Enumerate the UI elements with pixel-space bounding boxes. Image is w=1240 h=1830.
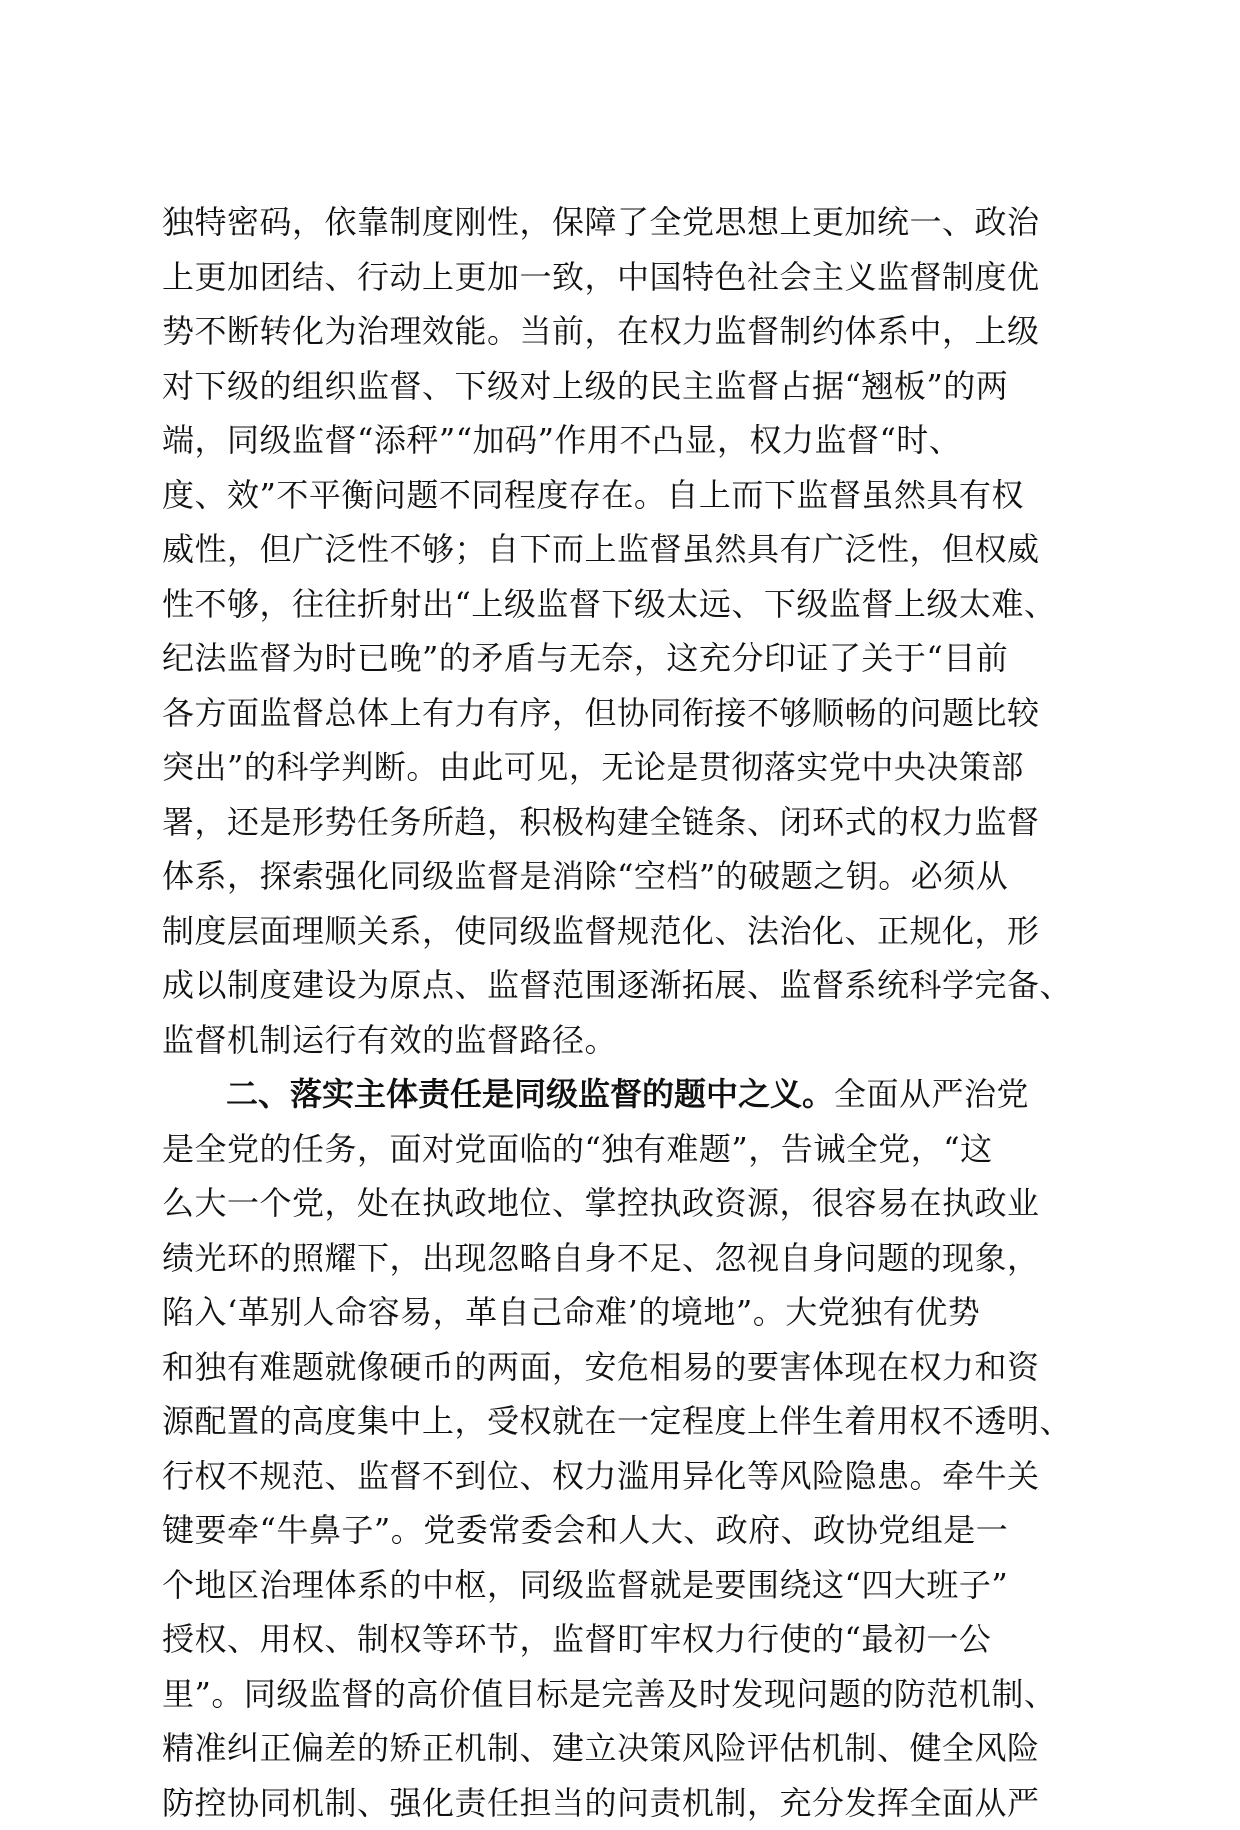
text-line: 键要牵“牛鼻子”。党委常委会和人大、政府、政协党组是一: [162, 1503, 1082, 1558]
text-line: 各方面监督总体上有力有序，但协同衔接不够顺畅的问题比较: [162, 686, 1082, 741]
text-line: 体系，探索强化同级监督是消除“空档”的破题之钥。必须从: [162, 849, 1082, 904]
text-line: 是全党的任务，面对党面临的“独有难题”，告诫全党，“这: [162, 1122, 1082, 1177]
text-line: 独特密码，依靠制度刚性，保障了全党思想上更加统一、政治: [162, 195, 1082, 250]
text-line: 陷入‘革别人命容易，革自己命难’的境地”。大党独有优势: [162, 1285, 1082, 1340]
section-heading: 二、落实主体责任是同级监督的题中之义。: [226, 1075, 834, 1113]
text-line: 里”。同级监督的高价值目标是完善及时发现问题的防范机制、: [162, 1667, 1082, 1722]
text-line: 纪法监督为时已晚”的矛盾与无奈，这充分印证了关于“目前: [162, 631, 1082, 686]
text-line: 度、效”不平衡问题不同程度存在。自上而下监督虽然具有权: [162, 468, 1082, 523]
text-line: 绩光环的照耀下，出现忽略自身不足、忽视自身问题的现象，: [162, 1231, 1082, 1286]
section-lead-text: 全面从严治党: [834, 1075, 1029, 1113]
text-line: 性不够，往往折射出“上级监督下级太远、下级监督上级太难、: [162, 577, 1082, 632]
text-line: 监督机制运行有效的监督路径。: [162, 1013, 1082, 1068]
text-line: 行权不规范、监督不到位、权力滥用异化等风险隐患。牵牛关: [162, 1449, 1082, 1504]
text-line: 势不断转化为治理效能。当前，在权力监督制约体系中，上级: [162, 304, 1082, 359]
text-line: 成以制度建设为原点、监督范围逐渐拓展、监督系统科学完备、: [162, 958, 1082, 1013]
text-line: 制度层面理顺关系，使同级监督规范化、法治化、正规化，形: [162, 904, 1082, 959]
text-line: 精准纠正偏差的矫正机制、建立决策风险评估机制、健全风险: [162, 1721, 1082, 1776]
text-line: 端，同级监督“添秤”“加码”作用不凸显，权力监督“时、: [162, 413, 1082, 468]
text-line: 突出”的科学判断。由此可见，无论是贯彻落实党中央决策部: [162, 740, 1082, 795]
text-line: 威性，但广泛性不够；自下而上监督虽然具有广泛性，但权威: [162, 522, 1082, 577]
paragraph-1: [162, 195, 1082, 1067]
text-line: 上更加团结、行动上更加一致，中国特色社会主义监督制度优: [162, 250, 1082, 305]
text-line: 防控协同机制、强化责任担当的问责机制，充分发挥全面从严: [162, 1776, 1082, 1830]
text-line: 对下级的组织监督、下级对上级的民主监督占据“翘板”的两: [162, 359, 1082, 414]
text-line: 个地区治理体系的中枢，同级监督就是要围绕这“四大班子”: [162, 1558, 1082, 1613]
text-line: 署，还是形势任务所趋，积极构建全链条、闭环式的权力监督: [162, 795, 1082, 850]
text-line: 么大一个党，处在执政地位、掌控执政资源，很容易在执政业: [162, 1176, 1082, 1231]
section-heading-line: [162, 1067, 1082, 1122]
text-line: 和独有难题就像硬币的两面，安危相易的要害体现在权力和资: [162, 1340, 1082, 1395]
text-line: 授权、用权、制权等环节，监督盯牢权力行使的“最初一公: [162, 1612, 1082, 1667]
document-page: [162, 195, 1082, 1830]
paragraph-2: [162, 1067, 1082, 1830]
text-line: 源配置的高度集中上，受权就在一定程度上伴生着用权不透明、: [162, 1394, 1082, 1449]
